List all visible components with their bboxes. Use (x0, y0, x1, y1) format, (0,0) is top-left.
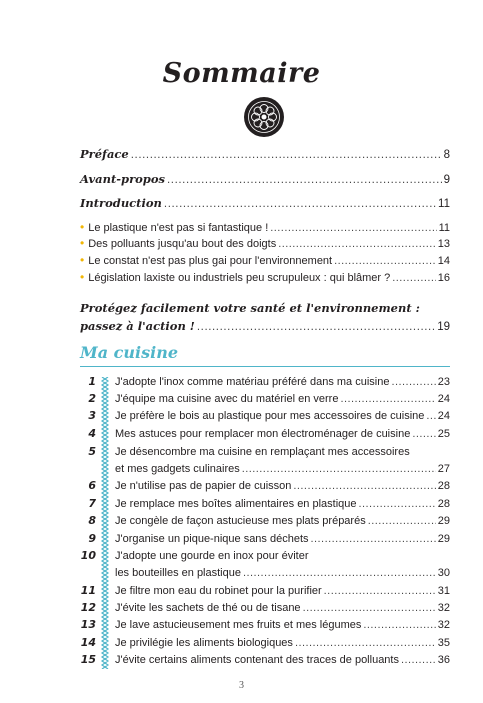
toc-entry-preface[interactable] (80, 146, 450, 163)
toc-item[interactable] (115, 617, 450, 633)
toc-page-number: 24 (437, 410, 450, 422)
toc-page-number: 25 (437, 428, 450, 440)
toc-item[interactable] (115, 496, 450, 512)
item-number: 1 (88, 375, 96, 388)
item-number: 15 (80, 653, 96, 666)
leader-dots (340, 391, 435, 407)
leader-dots (392, 270, 435, 286)
zigzag-ornament-icon (100, 377, 110, 669)
toc-item[interactable] (115, 408, 450, 424)
toc-entry-label: Je privilégie les aliments biologiques (115, 637, 293, 649)
toc-entry-label: Je congèle de façon astucieuse mes plats préparés (115, 515, 366, 527)
item-number: 6 (88, 479, 96, 492)
leader-dots (426, 408, 435, 424)
page-footer-number: 3 (239, 680, 244, 691)
toc-page-number: 8 (443, 149, 450, 161)
leader-dots (270, 220, 436, 236)
toc-item[interactable] (115, 565, 450, 581)
item-number: 12 (80, 601, 96, 614)
toc-item[interactable] (115, 583, 450, 599)
toc-entry-label: Préface (80, 147, 129, 161)
toc-page-number: 27 (437, 463, 450, 475)
item-number: 10 (80, 549, 96, 562)
leader-dots (311, 531, 436, 547)
toc-entry-label: J'équipe ma cuisine avec du matériel en verre (115, 393, 339, 405)
item-number: 13 (80, 618, 96, 631)
toc-item[interactable] (115, 461, 450, 477)
bullet-dot-icon: • (80, 236, 85, 250)
toc-item[interactable] (115, 374, 450, 390)
leader-dots (363, 617, 435, 633)
leader-dots (242, 461, 436, 477)
toc-page-number: 29 (437, 533, 450, 545)
item-number: 2 (88, 392, 96, 405)
page-title: Sommaire (162, 58, 321, 89)
toc-item[interactable] (115, 513, 450, 529)
toc-page-number: 36 (437, 654, 450, 666)
item-number: 9 (88, 532, 96, 545)
toc-page-number: 11 (438, 222, 450, 234)
item-number: 3 (88, 409, 96, 422)
toc-entry-label: Je n'utilise pas de papier de cuisson (115, 480, 292, 492)
item-number: 8 (88, 514, 96, 527)
leader-dots (131, 147, 442, 163)
toc-entry-label: Législation laxiste ou industriels peu scrupuleux : qui blâmer ? (88, 272, 391, 284)
toc-entry-label: Le plastique n'est pas si fantastique ! (88, 222, 269, 234)
toc-page-number: 30 (437, 567, 450, 579)
toc-item-line1: J'adopte une gourde en inox pour éviter (115, 550, 309, 562)
leader-dots (167, 172, 442, 188)
bullet-dot-icon: • (80, 270, 85, 284)
toc-action-line1: Protégez facilement votre santé et l'environnement : (80, 301, 420, 315)
toc-page-number: 11 (438, 198, 450, 210)
toc-page-number: 13 (437, 238, 450, 250)
toc-page-number: 31 (437, 585, 450, 597)
leader-dots (412, 426, 435, 442)
toc-item[interactable] (115, 531, 450, 547)
bullet-dot-icon: • (80, 220, 85, 234)
toc-item-line1: Je désencombre ma cuisine en remplaçant mes accessoires (115, 446, 410, 458)
toc-entry-label: Avant-propos (80, 172, 165, 186)
toc-page-number: 35 (437, 637, 450, 649)
toc-item[interactable] (115, 652, 450, 668)
toc-page-number: 32 (437, 619, 450, 631)
toc-subentry[interactable] (80, 219, 450, 236)
section-divider (80, 366, 450, 367)
leader-dots (359, 496, 436, 512)
leader-dots (401, 652, 436, 668)
toc-entry-label: passez à l'action ! (80, 319, 195, 333)
toc-subentry[interactable] (80, 235, 450, 252)
toc-item[interactable] (115, 635, 450, 651)
toc-entry-label: Des polluants jusqu'au bout des doigts (88, 238, 277, 250)
toc-page-number: 28 (437, 480, 450, 492)
item-number: 7 (88, 497, 96, 510)
bullet-dot-icon: • (80, 253, 85, 267)
toc-entry-action[interactable] (80, 318, 450, 335)
toc-page-number: 23 (437, 376, 450, 388)
toc-page-number: 16 (437, 272, 450, 284)
toc-entry-label: J'adopte l'inox comme matériau préféré dans ma cuisine (115, 376, 390, 388)
toc-subentry[interactable] (80, 269, 450, 286)
toc-entry-label: Je préfère le bois au plastique pour mes accessoires de cuisine (115, 410, 425, 422)
toc-page-number: 14 (437, 255, 450, 267)
toc-entry-label: Introduction (80, 196, 162, 210)
leader-dots (391, 374, 435, 390)
toc-subentry[interactable] (80, 252, 450, 269)
toc-entry-label: les bouteilles en plastique (115, 567, 241, 579)
leader-dots (197, 319, 435, 335)
toc-page-number: 9 (443, 174, 450, 186)
toc-entry-label: Je remplace mes boîtes alimentaires en plastique (115, 498, 357, 510)
toc-entry-avant-propos[interactable] (80, 171, 450, 188)
leader-dots (303, 600, 436, 616)
toc-entry-label: J'évite certains aliments contenant des traces de polluants (115, 654, 399, 666)
toc-entry-label: Je lave astucieusement mes fruits et mes légumes (115, 619, 362, 631)
leader-dots (324, 583, 436, 599)
toc-item[interactable] (115, 426, 450, 442)
toc-entry-label: et mes gadgets culinaires (115, 463, 240, 475)
leader-dots (334, 253, 436, 269)
toc-item[interactable] (115, 600, 450, 616)
toc-entry-label: J'évite les sachets de thé ou de tisane (115, 602, 301, 614)
toc-entry-label: Je filtre mon eau du robinet pour la purifier (115, 585, 322, 597)
leader-dots (164, 196, 436, 212)
leader-dots (293, 478, 435, 494)
toc-entry-label: Mes astuces pour remplacer mon électroménager de cuisine (115, 428, 411, 440)
emblem-icon (243, 96, 285, 138)
toc-item[interactable] (115, 478, 450, 494)
toc-page-number: 19 (437, 321, 450, 333)
toc-page-number: 32 (437, 602, 450, 614)
item-number: 5 (88, 445, 96, 458)
toc-page-number: 29 (437, 515, 450, 527)
item-number: 4 (88, 427, 96, 440)
item-number: 14 (80, 636, 96, 649)
toc-page-number: 28 (437, 498, 450, 510)
item-number: 11 (80, 584, 96, 597)
section-title: Ma cuisine (80, 343, 178, 362)
toc-entry-label: Le constat n'est pas plus gai pour l'environnement (88, 255, 333, 267)
toc-entry-label: J'organise un pique-nique sans déchets (115, 533, 309, 545)
leader-dots (278, 236, 436, 252)
leader-dots (295, 635, 436, 651)
toc-item[interactable] (115, 391, 450, 407)
toc-page-number: 24 (437, 393, 450, 405)
toc-entry-introduction[interactable] (80, 195, 450, 212)
leader-dots (243, 565, 436, 581)
leader-dots (368, 513, 436, 529)
